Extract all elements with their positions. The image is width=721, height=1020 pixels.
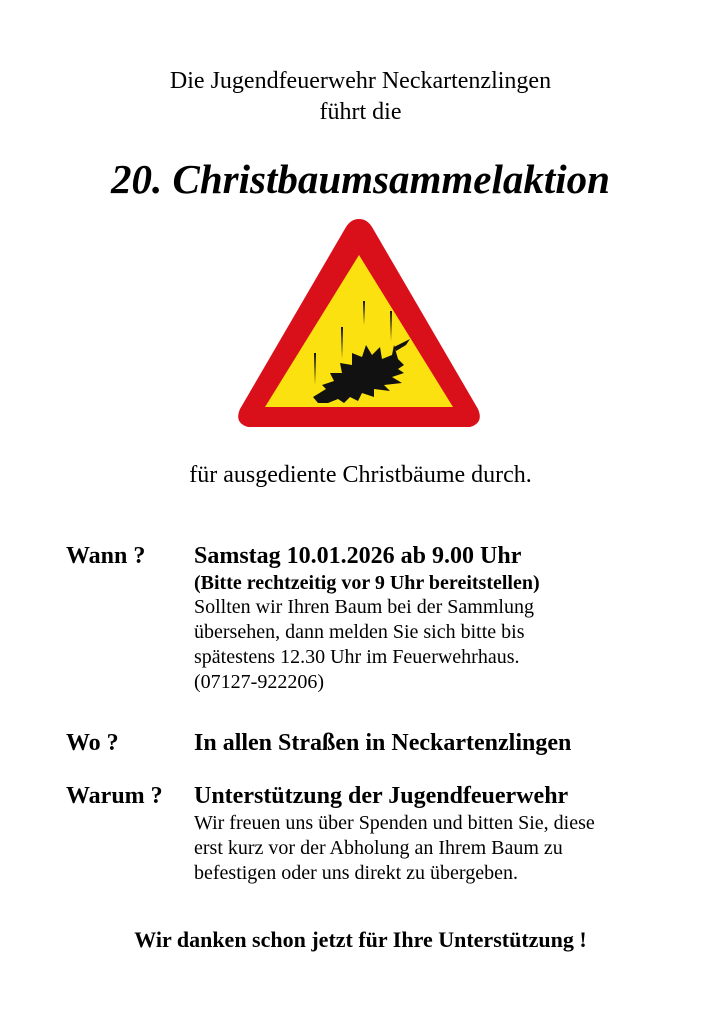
intro-line-2: führt die xyxy=(319,99,402,125)
info-line: Sollten wir Ihren Baum bei der Sammlung xyxy=(194,596,534,618)
section-label-wo: Wo ? xyxy=(66,730,119,756)
thanks-footer: Wir danken schon jetzt für Ihre Unterstützung ! xyxy=(134,927,587,952)
info-line: spätestens 12.30 Uhr im Feuerwehrhaus. xyxy=(194,646,520,668)
ready-note: (Bitte rechtzeitig vor 9 Uhr bereitstellen) xyxy=(194,572,540,594)
location: In allen Straßen in Neckartenzlingen xyxy=(194,730,572,756)
purpose: Unterstützung der Jugendfeuerwehr xyxy=(194,783,569,809)
section-label-wann: Wann ? xyxy=(66,543,146,569)
tagline: für ausgediente Christbäume durch. xyxy=(189,462,532,488)
info-line: übersehen, dann melden Sie sich bitte bis xyxy=(194,621,525,643)
intro-line-1: Die Jugendfeuerwehr Neckartenzlingen xyxy=(169,68,552,94)
info-line: Wir freuen uns über Spenden und bitten Sie, diese xyxy=(194,812,595,834)
section-label-warum: Warum ? xyxy=(66,783,163,809)
section-warum xyxy=(194,781,674,886)
info-line: erst kurz vor der Abholung an Ihrem Baum zu xyxy=(194,837,563,859)
info-line: befestigen oder uns direkt zu übergeben. xyxy=(194,862,518,884)
phone-number: (07127-922206) xyxy=(194,671,324,693)
section-wo xyxy=(194,728,674,758)
section-wann xyxy=(194,541,674,695)
date-time: Samstag 10.01.2026 ab 9.00 Uhr xyxy=(194,543,522,569)
page-title: 20. Christbaumsammelaktion xyxy=(111,156,610,202)
falling-christmas-tree-warning-sign-icon xyxy=(234,213,484,435)
